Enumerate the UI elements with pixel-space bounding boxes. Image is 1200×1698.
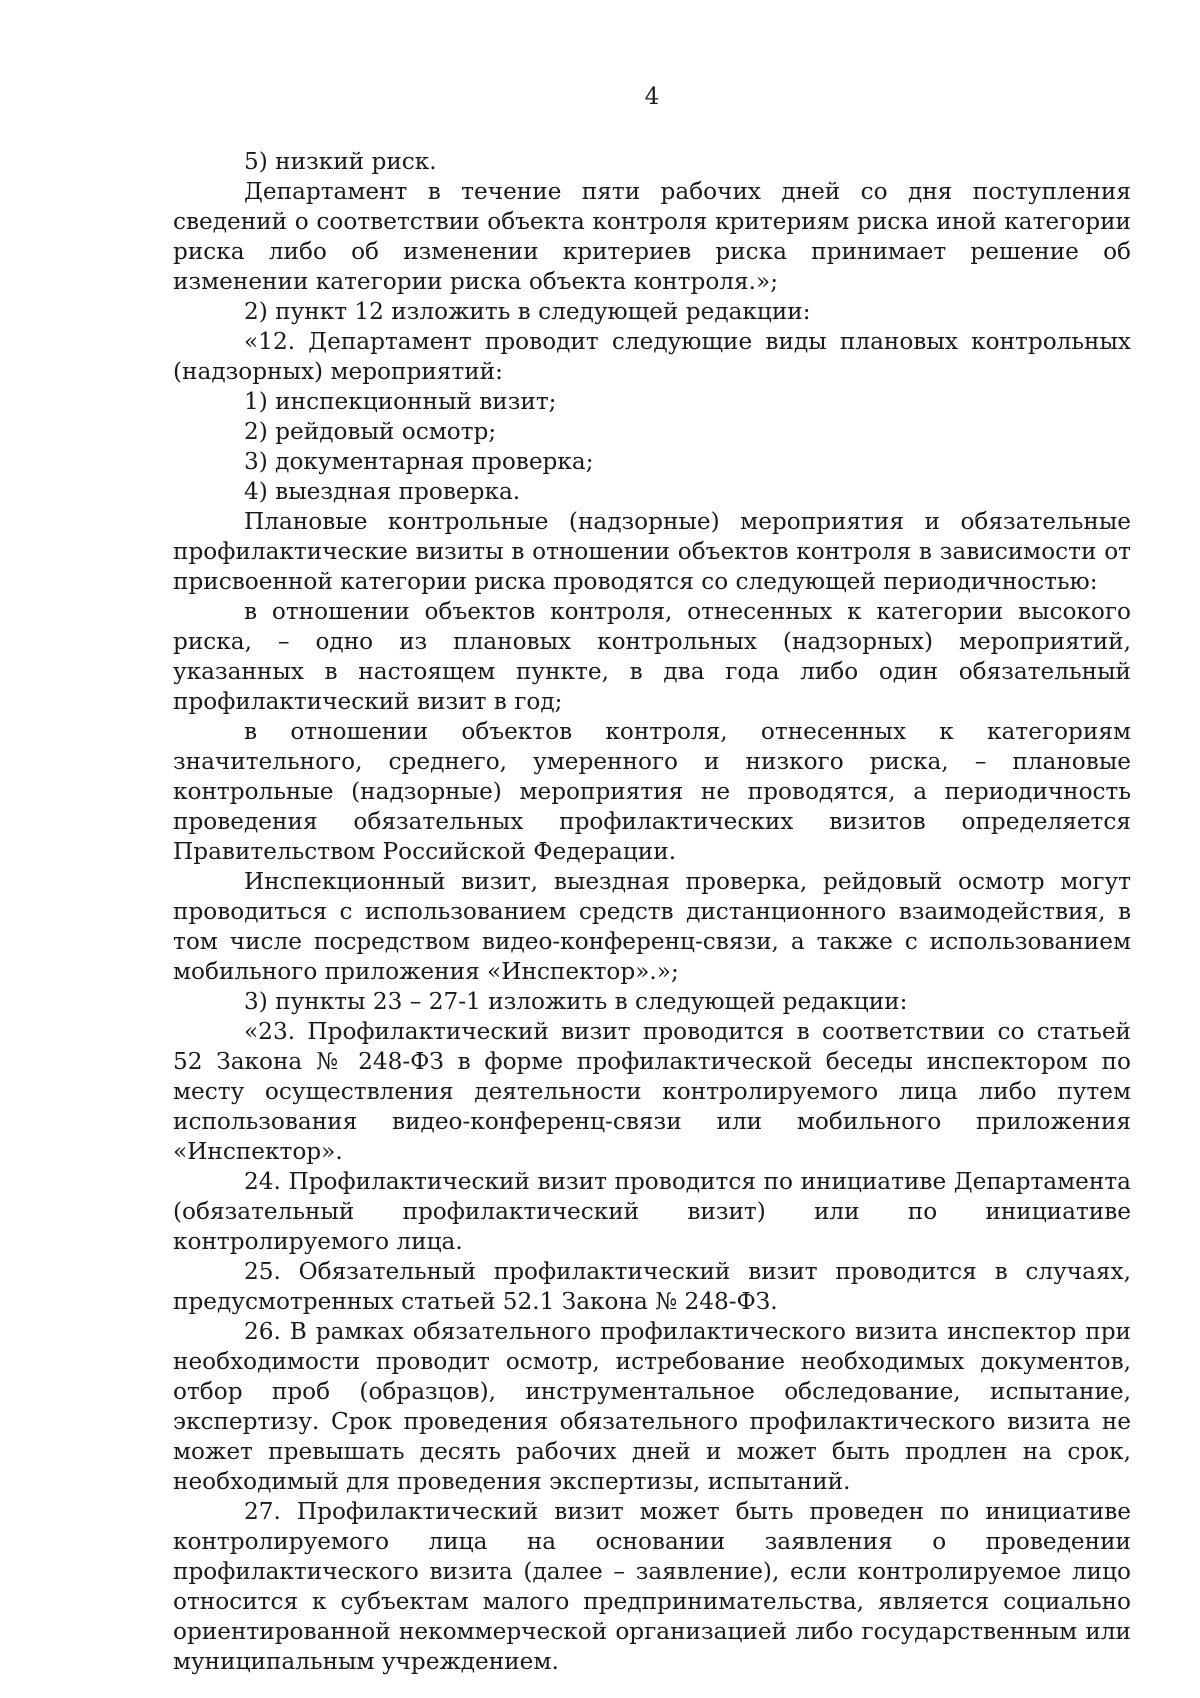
list-item: 3) документарная проверка;: [244, 448, 594, 475]
paragraph: Инспекционный визит, выездная проверка, рейдовый осмотр могут проводиться с использованием средств дистанционного взаимодействия, в том числе посредством видео-конференц-связи, а также с использованием мобильного приложения «Инспектор».»;: [173, 868, 1131, 985]
paragraph: в отношении объектов контроля, отнесенных к категории высокого риска, – одно из плановых контрольных (надзорных) мероприятий, указанных в настоящем пункте, в два года либо один обязательный профилактический визит в год;: [173, 598, 1131, 715]
paragraph: в отношении объектов контроля, отнесенных к категориям значительного, среднего, умеренного и низкого риска, – плановые контрольные (надзорные) мероприятия не проводятся, а периодичность проведения обязательных профилактических визитов определяется Правительством Российской Федерации.: [173, 718, 1131, 865]
paragraph: 24. Профилактический визит проводится по инициативе Департамента (обязательный профилактический визит) или по инициативе контролируемого лица.: [173, 1168, 1131, 1255]
list-item: 1) инспекционный визит;: [244, 388, 557, 415]
paragraph: 26. В рамках обязательного профилактического визита инспектор при необходимости проводит осмотр, истребование необходимых документов, отбор проб (образцов), инструментальное обследование, испытание, экспертизу. Срок проведения обязательного профилактического визита не может превышать десять рабочих дней и может быть продлен на срок, необходимый для проведения экспертизы, испытаний.: [173, 1318, 1131, 1495]
paragraph: «23. Профилактический визит проводится в соответствии со статьей 52 Закона № 248-ФЗ в форме профилактической беседы инспектором по месту осуществления деятельности контролируемого лица либо путем использования видео-конференц-связи или мобильного приложения «Инспектор».: [173, 1018, 1131, 1165]
paragraph: Департамент в течение пяти рабочих дней со дня поступления сведений о соответствии объекта контроля критериям риска иной категории риска либо об изменении критериев риска принимает решение об изменении категории риска объекта контроля.»;: [173, 178, 1131, 295]
paragraph: 27. Профилактический визит может быть проведен по инициативе контролируемого лица на основании заявления о проведении профилактического визита (далее – заявление), если контролируемое лицо относится к субъектам малого предпринимательства, является социально ориентированной некоммерческой организацией либо государственным или муниципальным учреждением.: [173, 1498, 1131, 1675]
document-page: [173, 82, 1131, 1677]
paragraph: Плановые контрольные (надзорные) мероприятия и обязательные профилактические визиты в отношении объектов контроля в зависимости от присвоенной категории риска проводятся со следующей периодичностью:: [173, 508, 1131, 595]
list-item: 2) рейдовый осмотр;: [244, 418, 497, 445]
paragraph: «12. Департамент проводит следующие виды плановых контрольных (надзорных) мероприятий:: [173, 328, 1131, 385]
paragraph: 2) пункт 12 изложить в следующей редакции:: [244, 298, 811, 325]
list-item: 4) выездная проверка.: [244, 478, 521, 505]
paragraph: 5) низкий риск.: [244, 148, 437, 175]
paragraph: 25. Обязательный профилактический визит проводится в случаях, предусмотренных статьей 52.1 Закона № 248-ФЗ.: [173, 1258, 1131, 1315]
page-number: 4: [644, 84, 660, 110]
paragraph: 3) пункты 23 – 27-1 изложить в следующей редакции:: [244, 988, 908, 1015]
